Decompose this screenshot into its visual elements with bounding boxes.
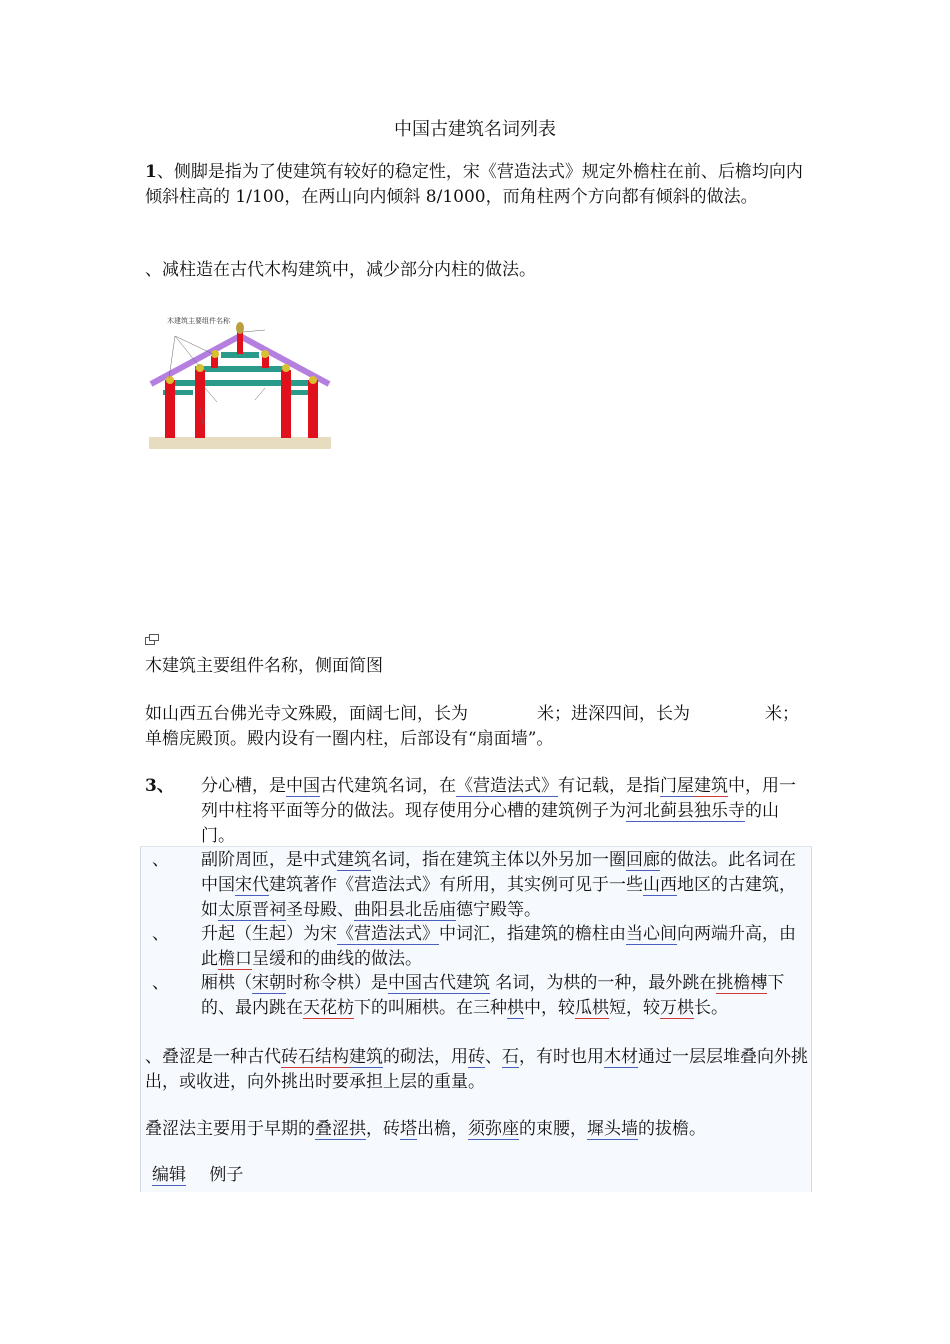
link-text[interactable]: 门屋 (660, 776, 694, 796)
link-text[interactable]: 当心间 (626, 924, 677, 944)
bracket-dot (282, 364, 290, 372)
leader-line (175, 336, 213, 354)
link-text[interactable]: 太原晋祠 (218, 900, 286, 920)
bracket-dot (211, 350, 219, 358)
paragraph-4: 副阶周匝，是中式建筑名词，指在建筑主体以外另加一圈回廊的做法。此名词在中国宋代建筑著作《营造法式》有所用，其实例可见于一些山西地区的古建筑，如太原晋祠圣母殿、曲阳县北岳庙德宁殿等。 (201, 850, 796, 920)
paragraph-number: 1 (145, 162, 157, 182)
bracket-dot (196, 364, 204, 372)
example-line1-a: 如山西五台佛光寺文殊殿，面阔七间，长为 (145, 704, 468, 724)
paragraph-2: 、减柱造在古代木构建筑中，减少部分内柱的做法。 (145, 260, 536, 280)
link-text[interactable]: 檐口 (218, 949, 252, 969)
inner-column-left (195, 370, 205, 438)
link-text[interactable]: 栱 (507, 998, 524, 1018)
edit-row (152, 1163, 261, 1188)
wood-structure-diagram (145, 308, 335, 450)
bracket-dot (309, 376, 317, 384)
link-text[interactable]: 《营造法式》 (456, 776, 558, 796)
paragraph-1 (145, 160, 810, 210)
paragraph-number: 、 (152, 850, 169, 870)
link-text[interactable]: 万栱 (660, 998, 694, 1018)
page-title: 中国古建筑名词列表 (394, 119, 556, 140)
paragraph-7: 、叠涩是一种古代砖石结构建筑的砌法，用砖、石，有时也用木材通过一层层堆叠向外挑出，或收进，向外挑出时要承担上层的重量。 (145, 1047, 808, 1092)
edit-link[interactable]: 编辑 (152, 1165, 186, 1185)
link-text[interactable]: 墀头墙 (587, 1119, 638, 1139)
eave-column-right (308, 380, 318, 438)
link-text[interactable]: 挑檐 (716, 973, 751, 993)
link-text[interactable]: 河北蓟县独乐寺 (626, 801, 745, 821)
example-line2: 单檐庑殿顶。殿内设有一圈内柱，后部设有“扇面墙”。 (145, 729, 554, 749)
link-text[interactable]: 须弥座 (468, 1119, 519, 1139)
image-placeholder-icon (145, 634, 159, 645)
link-text[interactable]: 中国古代建筑 (388, 973, 490, 993)
bracket-dot (166, 376, 174, 384)
link-text[interactable]: 天花枋 (303, 998, 354, 1018)
example-label: 例子 (209, 1165, 244, 1185)
paragraph-6: 厢栱（宋朝时称令栱）是中国古代建筑 名词，为栱的一种，最外跳在挑檐槫下的、最内跳在天花枋下的叫厢栱。在三种栱中，较瓜栱短，较万栱长。 (201, 973, 785, 1018)
example-line1-b: 米；进深四间，长为 (537, 704, 690, 724)
link-text[interactable]: 《营造法式》 (337, 924, 439, 944)
inner-column-right (281, 370, 291, 438)
diagram-caption: 木建筑主要组件名称，侧面简图 (145, 656, 383, 676)
ridge-purlin (236, 322, 244, 334)
link-text[interactable]: 砖石结构 (281, 1047, 349, 1067)
link-text[interactable]: 槫 (750, 973, 768, 993)
bracket-dot (261, 350, 269, 358)
example-line1-c: 米； (765, 704, 799, 724)
link-text[interactable]: 建筑 (694, 776, 728, 796)
link-text[interactable]: 瓜栱 (575, 998, 609, 1018)
link-text[interactable]: 建筑 (337, 850, 371, 870)
link-text[interactable]: 回廊 (626, 850, 660, 870)
middle-beam (195, 366, 285, 372)
link-text[interactable]: 中国 (286, 776, 320, 796)
link-text[interactable]: 塔 (400, 1119, 417, 1139)
diagram-title: 木建筑主要组件名称 (167, 317, 230, 325)
link-text[interactable]: 宋朝 (252, 973, 286, 993)
link-text[interactable]: 砖 (468, 1047, 485, 1067)
paragraph-8: 叠涩法主要用于早期的叠涩拱，砖塔出檐，须弥座的束腰，墀头墙的拔檐。 (145, 1119, 706, 1139)
link-text[interactable]: 山西 (643, 875, 677, 895)
eave-column-left (165, 380, 175, 438)
paragraph-example (145, 702, 810, 752)
leader-line (255, 388, 265, 400)
leader-line (205, 388, 217, 402)
link-text[interactable]: 石 (502, 1047, 519, 1067)
link-text[interactable]: 曲阳县北岳庙 (354, 900, 456, 920)
paragraph-number: 、 (152, 973, 169, 993)
paragraph-number: 3、 (145, 776, 174, 796)
link-text[interactable]: 宋代 (235, 875, 269, 895)
link-text[interactable]: 木材 (604, 1047, 638, 1067)
paragraph-3: 分心槽，是中国古代建筑名词，在《营造法式》有记载，是指门屋建筑中，用一列中柱将平面等分的做法。现存使用分心槽的建筑例子为河北蓟县独乐寺的山门。 (201, 776, 796, 846)
ground-band (149, 437, 331, 449)
link-text[interactable]: 建筑 (349, 1047, 383, 1067)
paragraph-number: 、 (152, 924, 169, 944)
leader-line (243, 330, 265, 332)
paragraph-5: 升起（生起）为宋《营造法式》中词汇，指建筑的檐柱由当心间向两端升高，由此檐口呈缓和的曲线的做法。 (201, 924, 796, 969)
paragraph-text: 、侧脚是指为了使建筑有较好的稳定性，宋《营造法式》规定外檐柱在前、后檐均向内倾斜柱高的 1/100，在两山向内倾斜 8/1000，而角柱两个方向都有倾斜的做法。 (145, 162, 803, 207)
link-text[interactable]: 叠涩拱 (315, 1119, 366, 1139)
